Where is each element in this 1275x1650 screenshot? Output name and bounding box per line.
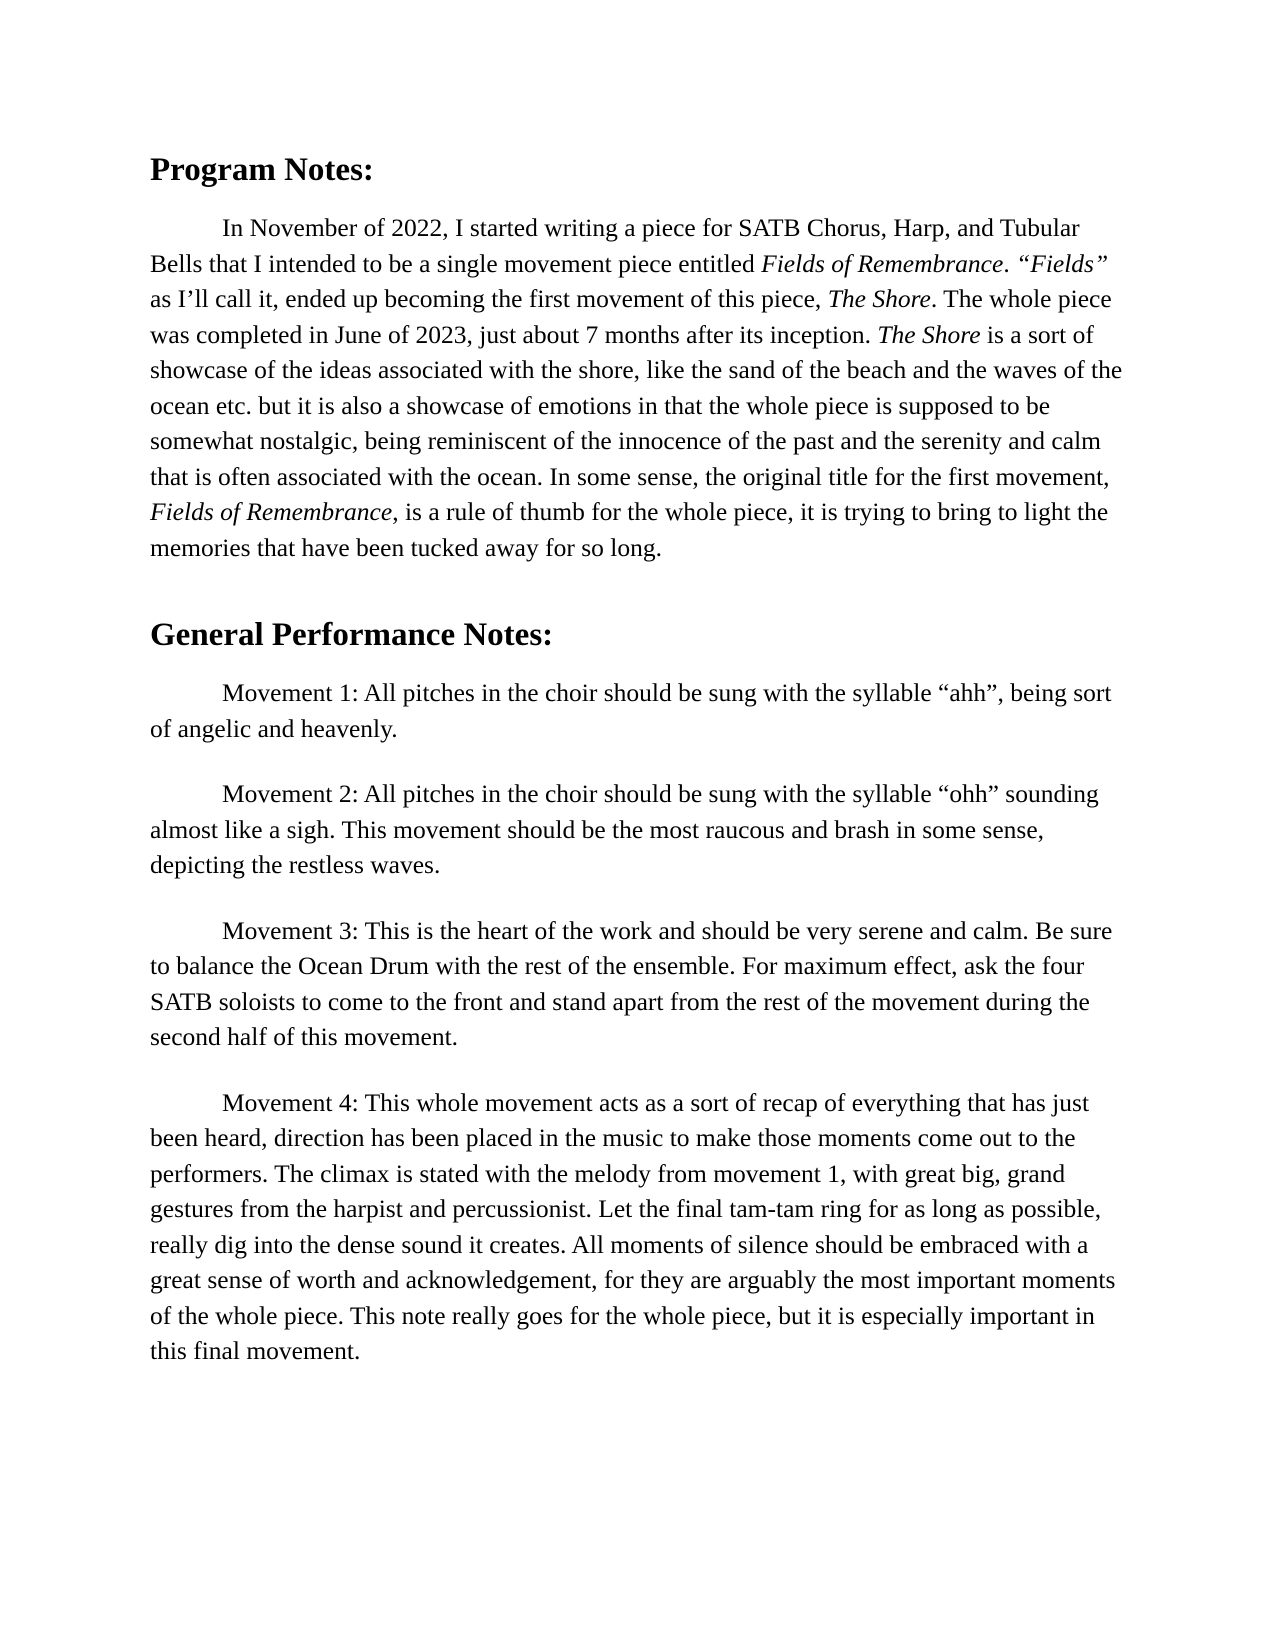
text-run: Movement 4: This whole movement acts as a sort of recap of everything that has just been heard, direction has been placed in the music to make those moments come out to the performers. The climax is stated with the melody from movement 1, with great big, grand gestures from the harpist and percussionist. Let the final tam-tam ring for as long as possible, really dig into the dense sound it creates. All moments of silence should be embraced with a great sense of worth and acknowledgement, for they are arguably the most important moments of the whole piece. This note really goes for the whole piece, but it is especially important in this final movement. — [150, 1087, 1116, 1365]
paragraph — [150, 675, 1127, 746]
paragraph — [150, 776, 1127, 883]
text-run: Movement 1: All pitches in the choir should be sung with the syllable “ahh”, being sort of angelic and heavenly. — [150, 678, 1112, 743]
section-heading: Program Notes: — [150, 152, 374, 188]
paragraph — [150, 913, 1127, 1055]
section-program-notes — [150, 150, 1127, 565]
italic-text-run: Fields of Remembrance — [150, 497, 393, 526]
section-general-performance-notes — [150, 615, 1127, 1369]
document-content — [150, 150, 1127, 1369]
text-run: Movement 3: This is the heart of the work and should be very serene and calm. Be sure to balance the Ocean Drum with the rest of the ensemble. For maximum effect, ask the four SATB soloists to come to the front and stand apart from the rest of the movement during the second half of this movement. — [150, 915, 1113, 1051]
text-run: is a sort of showcase of the ideas associated with the shore, like the sand of the beach and the waves of the ocean etc. but it is also a showcase of emotions in that the whole piece is supposed to be somewhat nostalgic, being reminiscent of the innocence of the past and the serenity and calm that is often associated with the ocean. In some sense, the original title for the first movement, — [150, 319, 1123, 491]
paragraph — [150, 210, 1127, 565]
text-run: Movement 2: All pitches in the choir should be sung with the syllable “ohh” sounding almost like a sigh. This movement should be the most raucous and brash in some sense, depicting the restless waves. — [150, 779, 1099, 879]
text-run: , is a rule of thumb for the whole piece, it is trying to bring to light the memories that have been tucked away for so long. — [150, 497, 1109, 562]
italic-text-run: “Fields” — [1016, 248, 1109, 278]
paragraph — [150, 1085, 1127, 1369]
text-run: . The whole piece was completed in June of 2023, just about 7 months after its inception. — [150, 284, 1112, 349]
text-run: as I’ll call it, ended up becoming the first movement of this piece, — [150, 284, 828, 313]
italic-text-run: Fields of Remembrance — [761, 248, 1004, 278]
text-run: In November of 2022, I started writing a piece for SATB Chorus, Harp, and Tubular Bells that I intended to be a single movement piece entitled — [150, 213, 1080, 278]
text-run: . — [1003, 248, 1017, 278]
section-heading: General Performance Notes: — [150, 617, 554, 653]
italic-text-run: The Shore — [877, 319, 981, 349]
italic-text-run: The Shore — [827, 284, 931, 313]
